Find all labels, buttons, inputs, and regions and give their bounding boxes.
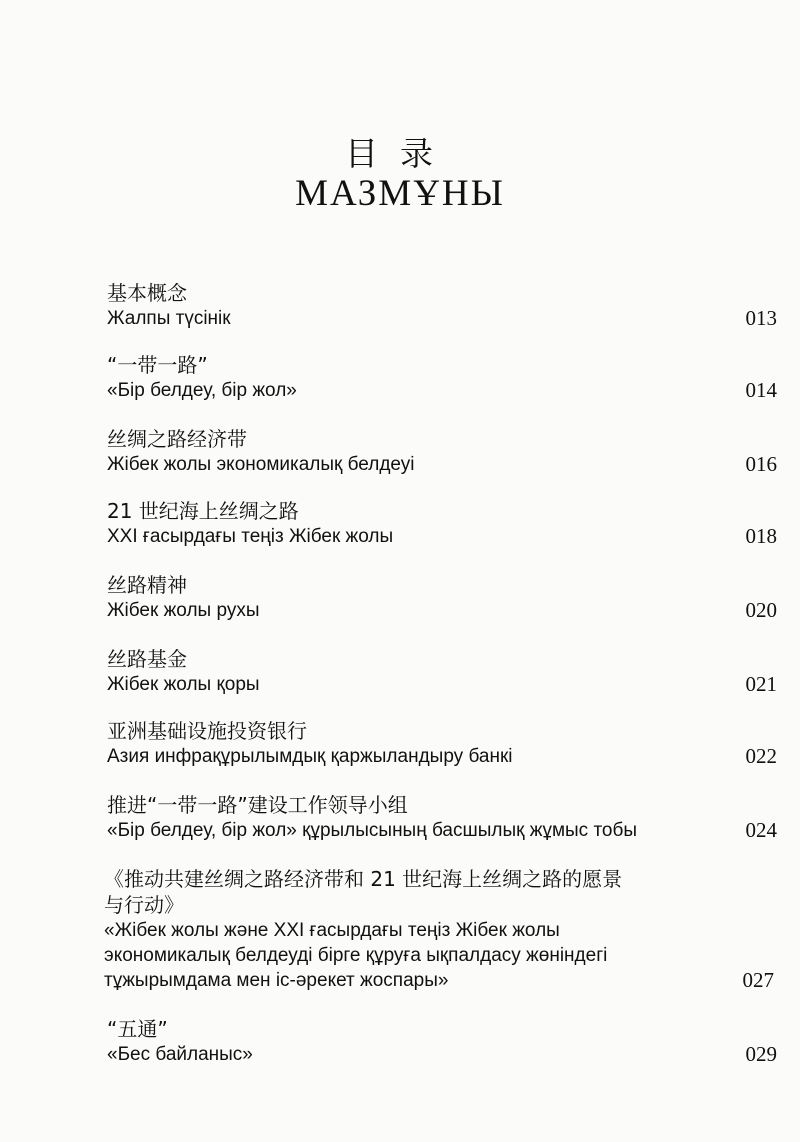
- page-number: 024: [745, 818, 777, 842]
- toc-title-kazakh: МАЗМҰНЫ: [295, 173, 505, 214]
- page-number: 021: [745, 672, 777, 696]
- entry-title-kazakh-continued: экономикалық белдеуді бірге құруға ықпалдасу жөніндегі: [104, 945, 608, 966]
- entry-title-chinese: 丝路基金: [107, 647, 187, 671]
- entry-title-chinese: 丝绸之路经济带: [107, 427, 247, 451]
- toc-entry[interactable]: [107, 718, 777, 769]
- entry-title-kazakh: Жібек жолы рухы: [107, 600, 260, 621]
- page-number: 029: [745, 1042, 777, 1066]
- page-number: 022: [745, 744, 777, 768]
- toc-entry[interactable]: [107, 792, 777, 843]
- page-number: 018: [745, 524, 777, 548]
- page-number: 027: [742, 968, 774, 992]
- entry-title-chinese: 亚洲基础设施投资银行: [107, 719, 307, 743]
- page-number: 016: [745, 452, 777, 476]
- entry-title-chinese: 《推动共建丝绸之路经济带和 21 世纪海上丝绸之路的愿景: [104, 867, 623, 891]
- entry-title-kazakh-continued: тұжырымдама мен іс-әрекет жоспары»: [104, 970, 449, 991]
- page-number: 013: [745, 306, 777, 330]
- entry-title-chinese: “五通”: [107, 1017, 168, 1041]
- entry-title-chinese: 基本概念: [107, 281, 187, 305]
- entry-title-chinese: 丝路精神: [107, 573, 187, 597]
- toc-entry[interactable]: [107, 646, 777, 697]
- entry-title-kazakh: Жібек жолы қоры: [107, 674, 260, 695]
- entry-title-kazakh: Жалпы түсінік: [107, 308, 231, 329]
- entry-title-kazakh: «Бес байланыс»: [107, 1044, 253, 1065]
- entry-title-kazakh: Жібек жолы экономикалық белдеуі: [107, 454, 415, 475]
- entry-title-kazakh: «Жібек жолы және XXI ғасырдағы теңіз Жібек жолы: [104, 920, 560, 941]
- page-number: 020: [745, 598, 777, 622]
- toc-title-chinese: 目录: [345, 134, 455, 173]
- toc-entry[interactable]: [107, 572, 777, 623]
- entry-title-kazakh: «Бір белдеу, бір жол» құрылысының басшылық жұмыс тобы: [107, 820, 638, 841]
- entry-title-chinese-continued: 与行动》: [104, 893, 184, 917]
- toc-entry[interactable]: [107, 352, 777, 403]
- entry-title-kazakh: XXI ғасырдағы теңіз Жібек жолы: [107, 526, 394, 547]
- toc-entry[interactable]: [107, 498, 777, 549]
- entry-title-chinese: “一带一路”: [107, 353, 208, 377]
- entry-title-kazakh: «Бір белдеу, бір жол»: [107, 380, 297, 401]
- entry-title-chinese: 推进“一带一路”建设工作领导小组: [107, 793, 408, 817]
- entry-title-kazakh: Азия инфрақұрылымдық қаржыландыру банкі: [107, 746, 513, 767]
- page-number: 014: [745, 378, 777, 402]
- entry-title-chinese: 21 世纪海上丝绸之路: [107, 499, 299, 523]
- toc-entry[interactable]: [107, 280, 777, 331]
- toc-entry[interactable]: [107, 426, 777, 477]
- toc-entry[interactable]: [107, 1016, 777, 1067]
- toc-entry[interactable]: [104, 866, 774, 993]
